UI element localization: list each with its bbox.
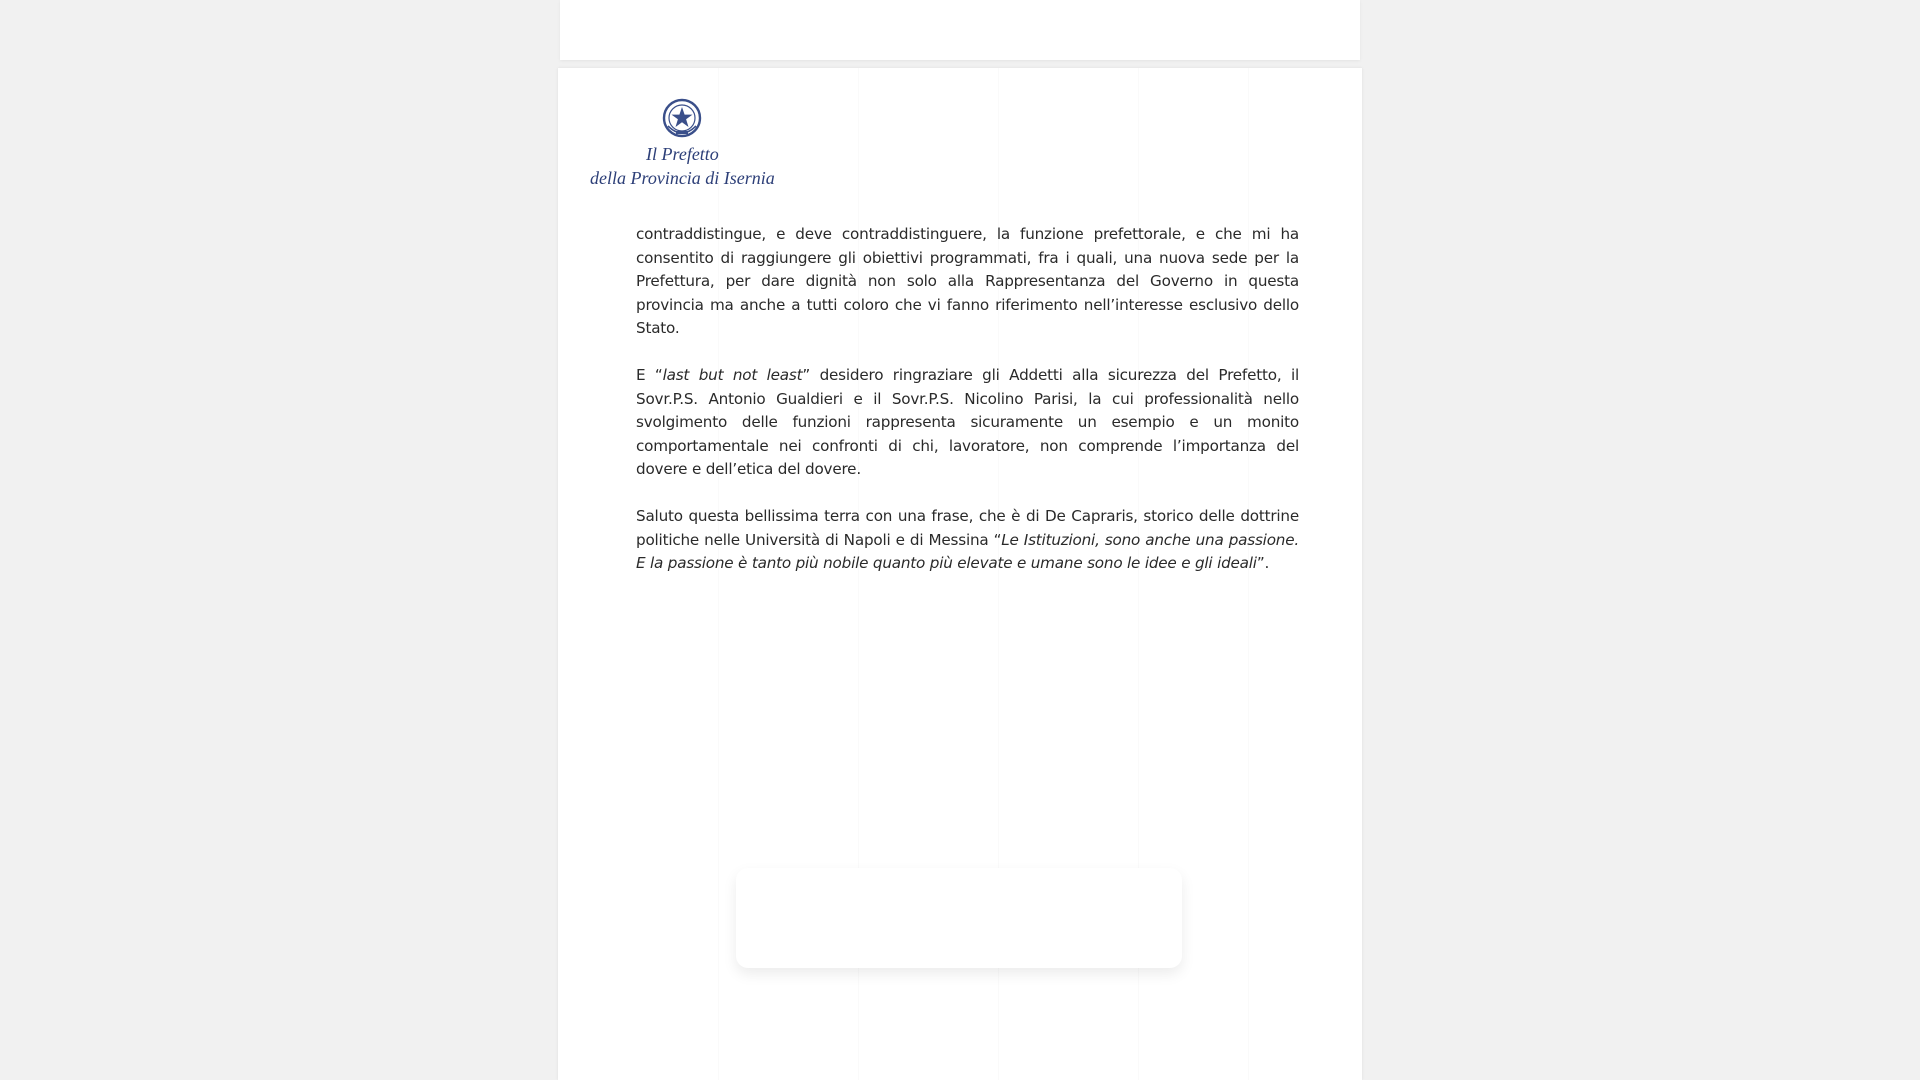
paragraph-text: ” desidero ringraziare gli Addetti alla sicurezza del Prefetto, il Sovr.P.S. Antonio Gualdieri e il Sovr.P.S. Nicolino Parisi, la cui professionalità nello svolgimento delle funzioni rappresenta sicuramente un esempio e un monito comportamentale nei confronti di chi, lavoratore, non comprende l’importanza del dovere e dell’etica del dovere.	[636, 366, 1300, 478]
blank-signature-box	[736, 868, 1182, 968]
italic-text: last but not least	[662, 366, 803, 384]
document-page	[558, 68, 1362, 1080]
paragraph-text: E “	[636, 366, 663, 384]
paragraph-text: Saluto questa bellissima terra con una frase, che è di De Capraris, storico delle dottrine politiche nelle Università di Napoli e di Messina “	[636, 507, 1299, 549]
body-paragraph	[636, 505, 1299, 576]
paragraph-text: contraddistingue, e deve contraddistinguere, la funzione prefettorale, e che mi ha consentito di raggiungere gli obiettivi programmati, fra i quali, una nuova sede per la Prefettura, per dare dignità non solo alla Rappresentanza del Governo in questa provincia ma anche a tutti coloro che vi fanno riferimento nell’interesse esclusivo dello Stato.	[636, 225, 1299, 337]
letterhead-title: Il Prefetto	[646, 144, 719, 164]
body-paragraph	[636, 223, 1299, 341]
body-paragraph	[636, 364, 1299, 482]
letter-body	[636, 223, 1299, 599]
letterhead	[590, 96, 775, 190]
previous-page	[560, 0, 1360, 60]
italic-text: Le Istituzioni, sono anche una passione. E la passione è tanto più nobile quanto più elevate e umane sono le idee e gli ideali	[636, 530, 1299, 572]
italian-republic-emblem-icon	[660, 96, 704, 140]
paragraph-text: ”.	[1256, 554, 1270, 572]
letterhead-subtitle: della Provincia di Isernia	[590, 168, 775, 188]
